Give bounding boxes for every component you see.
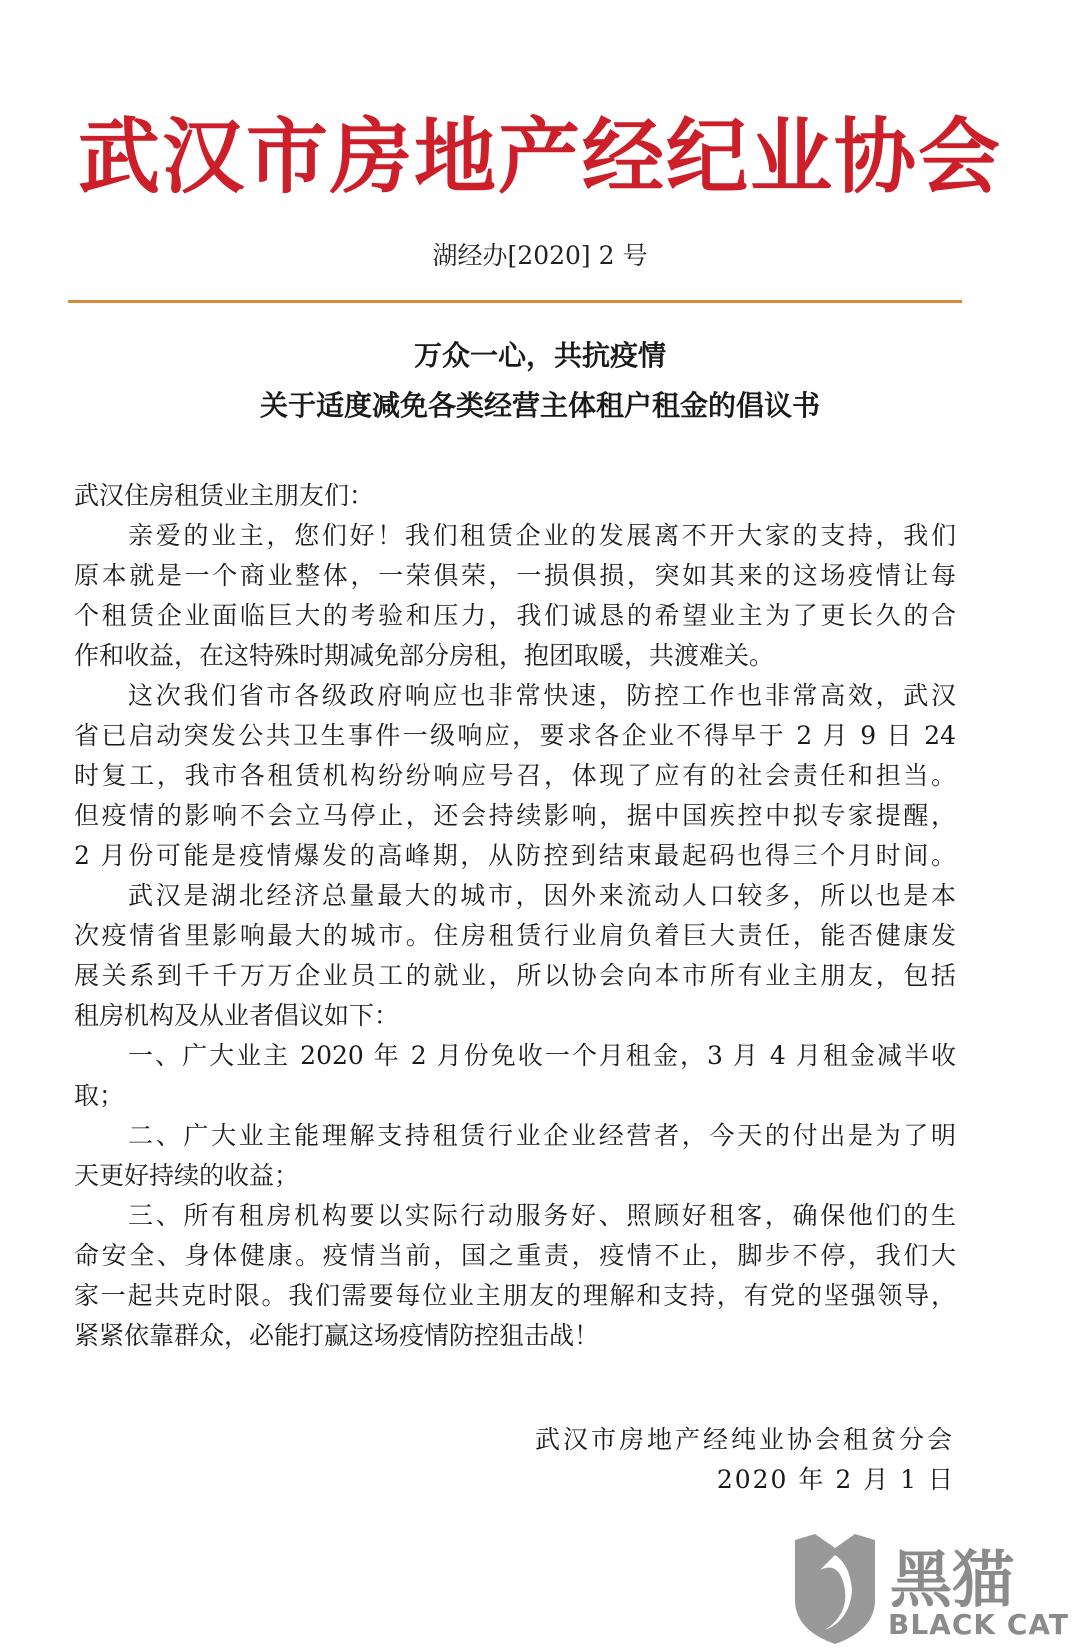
body-line: 天更好持续的收益； <box>74 1161 300 1190</box>
body-line: 省已启动突发公共卫生事件一级响应，要求各企业不得早于 2 月 9 日 24 <box>74 721 956 750</box>
body-line: 取； <box>74 1081 125 1110</box>
association-title: 武汉市房地产经纪业协会 <box>77 110 1002 205</box>
body-line: 时复工，我市各租赁机构纷纷响应号召，体现了应有的社会责任和担当。 <box>74 761 956 790</box>
body-line: 武汉是湖北经济总量最大的城市，因外来流动人口较多，所以也是本 <box>128 881 956 910</box>
body-line: 展关系到千千万万企业员工的就业，所以协会向本市所有业主朋友，包括 <box>74 961 956 990</box>
cat-shield-icon <box>790 1530 880 1646</box>
body-line: 次疫情省里影响最大的城市。住房租赁行业肩负着巨大责任，能否健康发 <box>74 921 956 950</box>
subtitle-proposal-title: 关于适度减免各类经营主体租户租金的倡议书 <box>259 389 820 422</box>
body-line: 作和收益，在这特殊时期减免部分房租，抱团取暖，共渡难关。 <box>74 641 775 670</box>
body-line: 一、广大业主 2020 年 2 月份免收一个月租金，3 月 4 月租金减半收 <box>128 1041 956 1070</box>
black-cat-watermark <box>790 1530 1080 1646</box>
salutation: 武汉住房租赁业主朋友们： <box>74 481 375 510</box>
subtitle-slogan: 万众一心，共抗疫情 <box>413 339 666 372</box>
body-line: 但疫情的影响不会立马停止，还会持续影响，据中国疾控中拟专家提醒， <box>74 801 956 830</box>
body-line: 个租赁企业面临巨大的考验和压力，我们诚恳的希望业主为了更长久的合 <box>74 601 956 630</box>
body-line: 紧紧依靠群众，必能打赢这场疫情防控狙击战！ <box>74 1321 600 1350</box>
body-line: 租房机构及从业者倡议如下： <box>74 1001 400 1030</box>
letter-body <box>74 476 956 1356</box>
body-line: 三、所有租房机构要以实际行动服务好、照顾好租客，确保他们的生 <box>128 1201 956 1230</box>
body-line: 亲爱的业主，您们好！我们租赁企业的发展离不开大家的支持，我们 <box>128 521 956 550</box>
date: 2020 年 2 月 1 日 <box>716 1465 955 1494</box>
body-line: 命安全、身体健康。疫情当前，国之重责，疫情不止，脚步不停，我们大 <box>74 1241 956 1270</box>
document-number: 湖经办[2020] 2 号 <box>432 241 648 270</box>
body-line: 这次我们省市各级政府响应也非常快速，防控工作也非常高效，武汉 <box>128 681 956 710</box>
body-line: 原本就是一个商业整体，一荣俱荣，一损俱损，突如其来的这场疫情让每 <box>74 561 956 590</box>
watermark-cn: 黑猫 <box>890 1543 1015 1616</box>
header-divider <box>68 300 962 303</box>
signature: 武汉市房地产经纯业协会租贫分会 <box>534 1425 955 1454</box>
body-line: 二、广大业主能理解支持租赁行业企业经营者，今天的付出是为了明 <box>128 1121 956 1150</box>
watermark-en: BLACK CAT <box>888 1608 1069 1641</box>
body-line: 家一起共克时限。我们需要每位业主朋友的理解和支持，有党的坚强领导， <box>74 1281 956 1310</box>
body-line: 2 月份可能是疫情爆发的高峰期，从防控到结束最起码也得三个月时间。 <box>74 841 956 870</box>
